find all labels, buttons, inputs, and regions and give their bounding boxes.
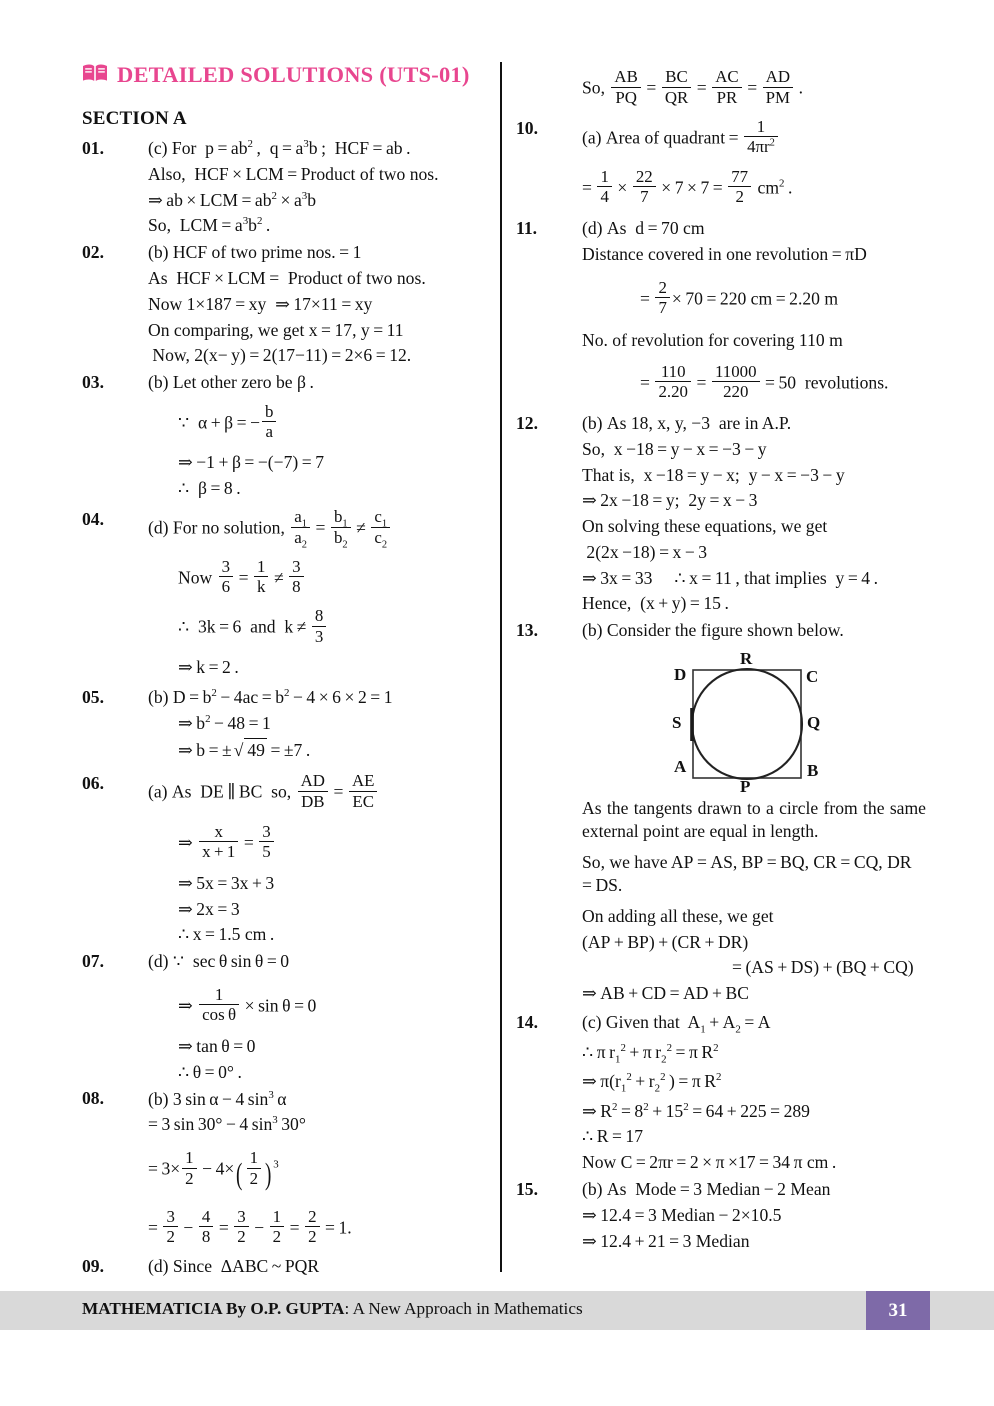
solution-body <box>148 136 486 239</box>
solution-body <box>148 685 486 763</box>
solution-line: = $\frac{2}{7}$ × 70 = 220 cm = 2.20 m <box>640 277 839 318</box>
solution-line: = 3× $\frac{1}{2}$ − 4×( $\frac{1}{2}$ ) $^3$ <box>148 1148 279 1191</box>
solution-line: On adding all these, we get <box>582 905 774 926</box>
solution-item <box>516 1010 926 1176</box>
tangent-mark-s <box>690 708 694 741</box>
solution-number: 06. <box>82 773 104 794</box>
solution-body <box>148 240 486 369</box>
solution-body <box>582 618 926 1007</box>
solution-line: ⇒ 12.4 = 3 Median − 2×10.5 <box>582 1204 782 1225</box>
solution-line: Also, HCF × LCM = Product of two nos. <box>148 163 439 184</box>
solution-number: 08. <box>82 1088 104 1109</box>
solution-line: (b) As 18, x, y, −3 are in A.P. <box>582 413 792 434</box>
solution-line: (d) As d = 70 cm <box>582 218 705 239</box>
solution-number: 15. <box>516 1178 538 1199</box>
solution-line: Now, 2(x− y) = 2(17−11) = 2×6 = 12. <box>148 345 412 366</box>
solution-body <box>148 771 486 948</box>
solution-line: (b) 3 sin α − 4 $\sin^3 \alpha$ <box>148 1088 287 1109</box>
solution-line: ∴ θ = 0° . <box>178 1061 242 1082</box>
solution-line: (AP + BP) + (CR + DR) <box>582 931 749 952</box>
solution-line: ⇒ ab × LCM = $ab^2 \times a^3b$ <box>148 189 317 210</box>
solution-number: 12. <box>516 412 538 433</box>
figure-label-s: S <box>672 712 682 732</box>
solution-number-blank <box>516 62 582 63</box>
page-header <box>82 62 502 88</box>
solution-line: ⇒ 3x = 33 ∴ x = 11 , that implies y = 4 . <box>582 567 879 588</box>
solution-body <box>582 1177 926 1254</box>
solution-line: ⇒ b = ± √ 49 = ±7 . <box>148 736 486 763</box>
solution-line: ⇒ tan θ = 0 <box>178 1036 256 1057</box>
solution-line: (b) As Mode = 3 Median − 2 Mean <box>582 1178 831 1199</box>
solution-line: (b) Consider the figure shown below. <box>582 620 844 641</box>
square-with-inscribed-circle-figure <box>668 648 868 794</box>
solution-item <box>516 411 926 617</box>
solution-line: So, x −18 = y − x = −3 − y <box>582 438 767 459</box>
solution-number: 14. <box>516 1011 538 1032</box>
solution-body <box>582 216 926 402</box>
solution-line: (d) For no solution, $\frac{a_1}{a_2}$ = $\frac{b_1}{b_2}$ ≠ $\frac{c_1}{c_2}$ <box>148 507 486 548</box>
solution-line: ∴ x = 1.5 cm . <box>178 924 275 945</box>
solution-item <box>82 771 486 948</box>
solution-item <box>82 507 486 681</box>
open-book-icon <box>82 63 108 88</box>
solution-line: (d) ∵ sec θ sin θ = 0 <box>148 951 290 972</box>
solution-body <box>148 370 486 501</box>
solution-line: (b) $D = b^2 - 4ac = b^2 - 4 \times 6 \times 2 = 1$ <box>148 687 393 708</box>
solution-line: No. of revolution for covering 110 m <box>582 329 843 350</box>
solution-line: Now $\frac{3}{6}$ = $\frac{1}{k}$ ≠ $\frac{3}{8}$ <box>148 548 486 597</box>
solution-line: That is, x −18 = y − x; y − x = −3 − y <box>582 464 845 485</box>
solution-line: ⇒ 2x −18 = y; 2y = x − 3 <box>582 490 758 511</box>
solution-body <box>148 1086 486 1247</box>
solution-line: On comparing, we get x = 17, y = 11 <box>148 319 404 340</box>
solution-line: 2(2x −18) = x − 3 <box>582 541 708 562</box>
figure-label-c: C <box>806 666 819 686</box>
solution-line: ∴ R = 17 <box>582 1126 644 1147</box>
figure-svg <box>668 648 868 794</box>
solution-item <box>82 240 486 369</box>
solution-line: Now C = 2πr = 2 × π ×17 = 34 π cm . <box>582 1152 837 1173</box>
solution-line: ⇒ $b^2 - 48 = 1$ <box>178 712 271 733</box>
solution-line: ⇒ AB + CD = AD + BC <box>582 983 749 1004</box>
column-divider <box>500 62 502 1272</box>
solution-body <box>582 116 926 207</box>
figure-label-p: P <box>740 776 751 796</box>
figure-label-d: D <box>674 664 687 684</box>
solution-number: 13. <box>516 619 538 640</box>
solution-line: ⇒ k = 2 . <box>178 657 239 678</box>
solution-body <box>148 507 486 681</box>
solution-item <box>516 116 926 207</box>
solution-line: ⇒ −1 + β = −(−7) = 7 <box>178 451 324 472</box>
square-abcd <box>693 670 801 778</box>
solution-item <box>516 216 926 402</box>
solution-number: 09. <box>82 1256 104 1277</box>
solution-line: ⇒ 2x = 3 <box>178 898 240 919</box>
solution-item <box>82 949 486 1085</box>
solution-item <box>82 370 486 501</box>
solution-line: (b) HCF of two prime nos. = 1 <box>148 242 362 263</box>
solution-line: Distance covered in one revolution = πD <box>582 244 867 265</box>
solution-line: (c) For $p = ab^2$ , $q = a^3b$ ; HCF = ab . <box>148 138 411 159</box>
solution-line: = $\frac{110}{2.20}$ = $\frac{11000}{220}$ = 50 revolutions. <box>640 361 889 402</box>
solution-item <box>82 1254 486 1280</box>
solution-line: ⇒ $\frac{x}{x + 1}$ = $\frac{3}{5}$ <box>148 812 486 862</box>
solution-number: 10. <box>516 118 538 139</box>
solution-body <box>582 411 926 617</box>
solution-line: As the tangents drawn to a circle from the same external point are equal in length. <box>582 797 926 842</box>
left-column <box>82 136 486 1281</box>
solution-line: Hence, (x + y) = 15 . <box>582 593 729 614</box>
solution-line: On solving these equations, we get <box>582 516 828 537</box>
solution-number: 03. <box>82 371 104 392</box>
solution-line: = $\frac{1}{4}$ × $\frac{22}{7}$ × 7 × 7 = $\frac{77}{2}$ $cm^2$ . <box>582 166 793 207</box>
solution-line: ∴ 3k = 6 and k ≠ $\frac{8}{3}$ <box>148 597 486 646</box>
footer-tagline: : A New Approach in Mathematics <box>344 1299 583 1318</box>
solution-number: 02. <box>82 242 104 263</box>
section-heading: SECTION A <box>82 108 187 129</box>
solution-line: ⇒ 12.4 + 21 = 3 Median <box>582 1230 750 1251</box>
solution-line: (c) Given that $A_1 + A_2 = A$ <box>582 1011 771 1036</box>
figure-label-b: B <box>807 760 819 780</box>
solution-continued <box>516 62 926 107</box>
solution-line: So, we have AP = AS, BP = BQ, CR = CQ, DR = DS. <box>582 851 916 896</box>
solution-line: As HCF × LCM = Product of two nos. <box>148 268 426 289</box>
solution-line: Now 1×187 = xy ⇒ 17×11 = xy <box>148 293 373 314</box>
solution-item <box>82 685 486 763</box>
solution-line: = $\frac{3}{2}$ − $\frac{4}{8}$ = $\frac{3}{2}$ − $\frac{1}{2}$ = $\frac{2}{2}$ = 1. <box>148 1206 352 1247</box>
figure-label-r: R <box>740 648 753 668</box>
solution-line: ⇒ $\frac{1}{\text{cos θ}}$ × sin θ = 0 <box>178 984 317 1025</box>
solution-line: = 3 sin 30° − 4 $\sin^3 30^\circ$ <box>148 1114 306 1135</box>
solution-line: = (AS + DS) + (BQ + CQ) <box>732 957 914 978</box>
solution-number: 04. <box>82 509 104 530</box>
solution-line: (a) As DE ∥ BC so, $\frac{AD}{DB}$ = $\frac{AE}{EC}$ <box>148 771 486 812</box>
solution-line: ⇒ $R^2 = 8^2 + 15^2 = 64 + 225 = 289$ <box>582 1100 810 1121</box>
solution-item <box>516 618 926 1007</box>
right-column <box>516 62 926 1255</box>
solution-item <box>516 1177 926 1254</box>
footer-text <box>82 1299 583 1319</box>
solution-body <box>582 1010 926 1176</box>
inscribed-circle <box>692 669 802 779</box>
page-title: DETAILED SOLUTIONS (UTS-01) <box>117 62 470 87</box>
solution-line: ∴ β = 8 . <box>178 477 241 498</box>
solution-line: ⇒ $\pi(r_1^2 + r_2^2$ ) = π $R^2$ <box>582 1071 722 1095</box>
solution-line: ⇒ 5x = 3x + 3 <box>178 872 275 893</box>
solution-line: So, $\frac{AB}{PQ}$ = $\frac{BC}{QR}$ = $\frac{AC}{PR}$ = $\frac{AD}{PM}$ . <box>582 67 803 107</box>
solution-line: (b) Let other zero be β . <box>148 372 314 393</box>
footer-brand: MATHEMATICIA By O.P. GUPTA <box>82 1299 345 1318</box>
figure-label-a: A <box>674 756 687 776</box>
solution-number: 11. <box>516 218 538 239</box>
solution-number: 07. <box>82 951 104 972</box>
figure-label-q: Q <box>807 712 821 732</box>
solution-line: ∴ π $r_1^2 + \pi$ $r_2^2 = \pi$ $R^2$ <box>582 1041 719 1066</box>
page-number-badge: 31 <box>866 1291 930 1330</box>
solution-item <box>82 1086 486 1247</box>
solution-body <box>148 949 486 1085</box>
solution-body <box>582 62 926 107</box>
solution-line: ∵ α + β = − $\frac{b}{a}$ <box>148 396 486 444</box>
solution-number: 05. <box>82 686 104 707</box>
solution-line: (d) Since ΔABC ~ PQR <box>148 1256 320 1277</box>
solution-item <box>82 136 486 239</box>
solution-line: (a) Area of quadrant = $\frac{1}{4\pi r^2}$ <box>582 116 926 157</box>
solution-number: 01. <box>82 138 104 158</box>
solution-body <box>148 1254 486 1280</box>
solution-line: So, LCM = $a^3b^2$ . <box>148 215 271 236</box>
